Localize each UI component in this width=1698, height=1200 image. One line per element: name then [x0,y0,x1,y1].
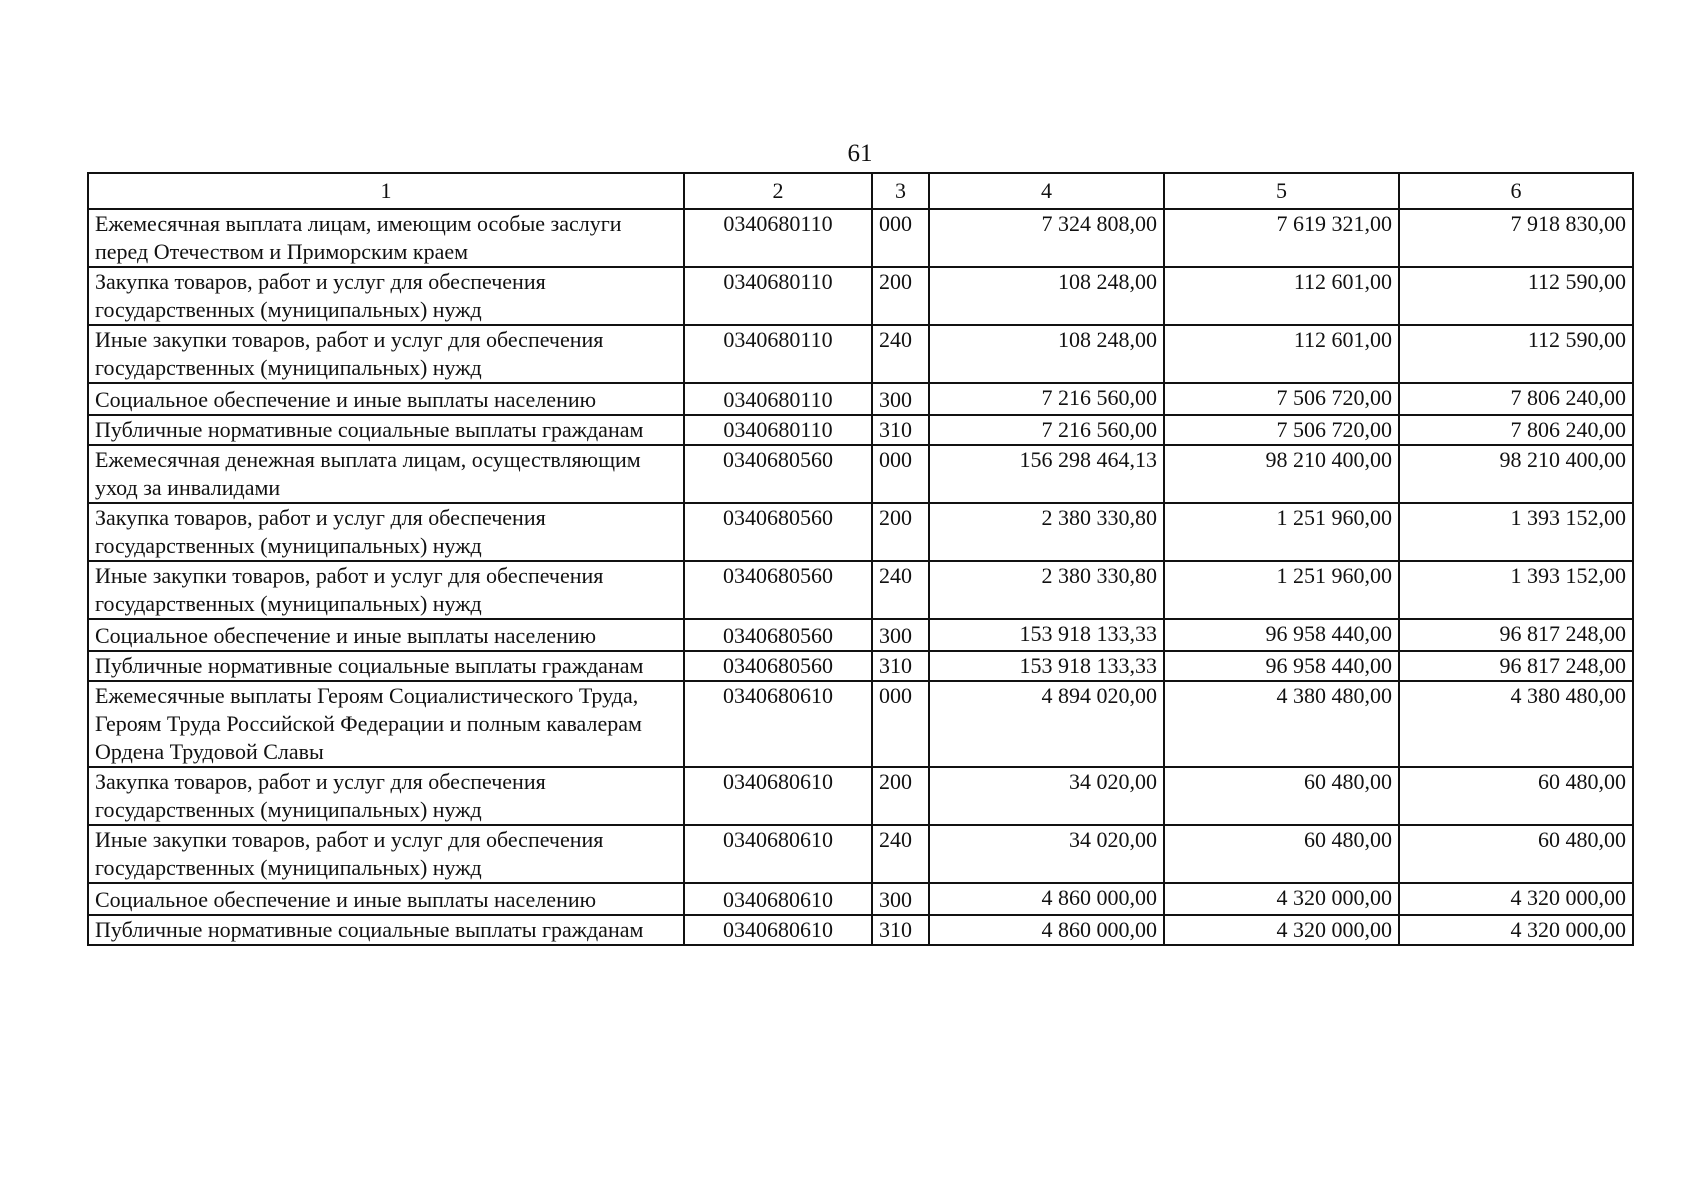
table-row [88,503,1633,561]
row-kind: 200 [872,503,929,561]
row-amount-5: 1 251 960,00 [1164,561,1399,619]
row-kind: 300 [872,619,929,651]
column-header-4: 4 [929,173,1164,209]
row-code: 0340680610 [684,767,872,825]
row-kind: 000 [872,681,929,767]
row-amount-5: 60 480,00 [1164,767,1399,825]
row-name: Публичные нормативные социальные выплаты гражданам [88,915,684,945]
row-name: Иные закупки товаров, работ и услуг для обеспечения государственных (муниципальных) нужд [88,561,684,619]
table-header-row [88,173,1633,209]
row-name: Закупка товаров, работ и услуг для обеспечения государственных (муниципальных) нужд [88,767,684,825]
row-amount-5: 4 320 000,00 [1164,915,1399,945]
table-row [88,383,1633,415]
row-amount-5: 4 380 480,00 [1164,681,1399,767]
row-code: 0340680560 [684,445,872,503]
column-header-5: 5 [1164,173,1399,209]
table-row [88,915,1633,945]
row-code: 0340680110 [684,267,872,325]
row-kind: 200 [872,767,929,825]
row-code: 0340680560 [684,651,872,681]
table-row [88,209,1633,267]
row-code: 0340680610 [684,883,872,915]
row-amount-5: 7 619 321,00 [1164,209,1399,267]
row-code: 0340680110 [684,415,872,445]
table-row [88,651,1633,681]
table-row [88,445,1633,503]
row-amount-6: 60 480,00 [1399,825,1633,883]
row-amount-5: 1 251 960,00 [1164,503,1399,561]
row-amount-4: 4 894 020,00 [929,681,1164,767]
row-amount-4: 7 324 808,00 [929,209,1164,267]
table-row [88,767,1633,825]
row-amount-4: 4 860 000,00 [929,915,1164,945]
table-row [88,681,1633,767]
row-amount-5: 96 958 440,00 [1164,619,1399,651]
column-header-1: 1 [88,173,684,209]
row-amount-4: 156 298 464,13 [929,445,1164,503]
page-number: 61 [847,140,873,167]
table-row [88,619,1633,651]
row-amount-6: 60 480,00 [1399,767,1633,825]
row-kind: 200 [872,267,929,325]
row-amount-5: 98 210 400,00 [1164,445,1399,503]
budget-table [87,172,1634,946]
row-amount-4: 7 216 560,00 [929,383,1164,415]
row-amount-6: 96 817 248,00 [1399,651,1633,681]
row-name: Закупка товаров, работ и услуг для обеспечения государственных (муниципальных) нужд [88,267,684,325]
table-row [88,325,1633,383]
row-name: Социальное обеспечение и иные выплаты населению [88,883,684,915]
row-amount-4: 2 380 330,80 [929,503,1164,561]
row-name: Социальное обеспечение и иные выплаты населению [88,619,684,651]
row-code: 0340680560 [684,503,872,561]
row-code: 0340680610 [684,825,872,883]
row-code: 0340680610 [684,681,872,767]
column-header-3: 3 [872,173,929,209]
row-amount-6: 112 590,00 [1399,267,1633,325]
row-kind: 000 [872,209,929,267]
row-amount-4: 153 918 133,33 [929,651,1164,681]
row-amount-4: 108 248,00 [929,325,1164,383]
row-kind: 310 [872,651,929,681]
table-row [88,561,1633,619]
table-row [88,883,1633,915]
row-name: Иные закупки товаров, работ и услуг для обеспечения государственных (муниципальных) нужд [88,325,684,383]
row-amount-6: 98 210 400,00 [1399,445,1633,503]
row-amount-4: 4 860 000,00 [929,883,1164,915]
row-amount-4: 2 380 330,80 [929,561,1164,619]
row-name: Публичные нормативные социальные выплаты гражданам [88,651,684,681]
row-amount-4: 7 216 560,00 [929,415,1164,445]
row-amount-5: 60 480,00 [1164,825,1399,883]
row-amount-6: 112 590,00 [1399,325,1633,383]
row-amount-6: 7 806 240,00 [1399,415,1633,445]
row-kind: 240 [872,561,929,619]
row-amount-5: 7 506 720,00 [1164,383,1399,415]
row-code: 0340680560 [684,561,872,619]
row-amount-6: 1 393 152,00 [1399,561,1633,619]
row-name: Публичные нормативные социальные выплаты гражданам [88,415,684,445]
table-row [88,267,1633,325]
row-kind: 240 [872,325,929,383]
row-code: 0340680560 [684,619,872,651]
row-amount-4: 34 020,00 [929,825,1164,883]
row-name: Ежемесячная выплата лицам, имеющим особые заслуги перед Отечеством и Приморским краем [88,209,684,267]
row-amount-5: 4 320 000,00 [1164,883,1399,915]
row-amount-6: 4 320 000,00 [1399,915,1633,945]
column-header-2: 2 [684,173,872,209]
table-row [88,415,1633,445]
row-kind: 310 [872,415,929,445]
row-amount-6: 1 393 152,00 [1399,503,1633,561]
row-amount-4: 108 248,00 [929,267,1164,325]
row-amount-6: 7 806 240,00 [1399,383,1633,415]
column-header-6: 6 [1399,173,1633,209]
row-amount-6: 7 918 830,00 [1399,209,1633,267]
row-amount-6: 4 320 000,00 [1399,883,1633,915]
row-amount-5: 7 506 720,00 [1164,415,1399,445]
row-amount-5: 96 958 440,00 [1164,651,1399,681]
row-name: Ежемесячная денежная выплата лицам, осуществляющим уход за инвалидами [88,445,684,503]
table-row [88,825,1633,883]
row-amount-6: 96 817 248,00 [1399,619,1633,651]
row-amount-5: 112 601,00 [1164,325,1399,383]
row-name: Ежемесячные выплаты Героям Социалистического Труда, Героям Труда Российской Федерации и полным кавалерам Ордена Трудовой Славы [88,681,684,767]
row-kind: 310 [872,915,929,945]
row-code: 0340680110 [684,383,872,415]
row-amount-4: 153 918 133,33 [929,619,1164,651]
row-kind: 300 [872,883,929,915]
row-code: 0340680110 [684,325,872,383]
row-code: 0340680610 [684,915,872,945]
row-amount-5: 112 601,00 [1164,267,1399,325]
row-amount-4: 34 020,00 [929,767,1164,825]
row-kind: 240 [872,825,929,883]
row-amount-6: 4 380 480,00 [1399,681,1633,767]
row-name: Социальное обеспечение и иные выплаты населению [88,383,684,415]
row-name: Иные закупки товаров, работ и услуг для обеспечения государственных (муниципальных) нужд [88,825,684,883]
row-kind: 000 [872,445,929,503]
row-code: 0340680110 [684,209,872,267]
row-kind: 300 [872,383,929,415]
row-name: Закупка товаров, работ и услуг для обеспечения государственных (муниципальных) нужд [88,503,684,561]
